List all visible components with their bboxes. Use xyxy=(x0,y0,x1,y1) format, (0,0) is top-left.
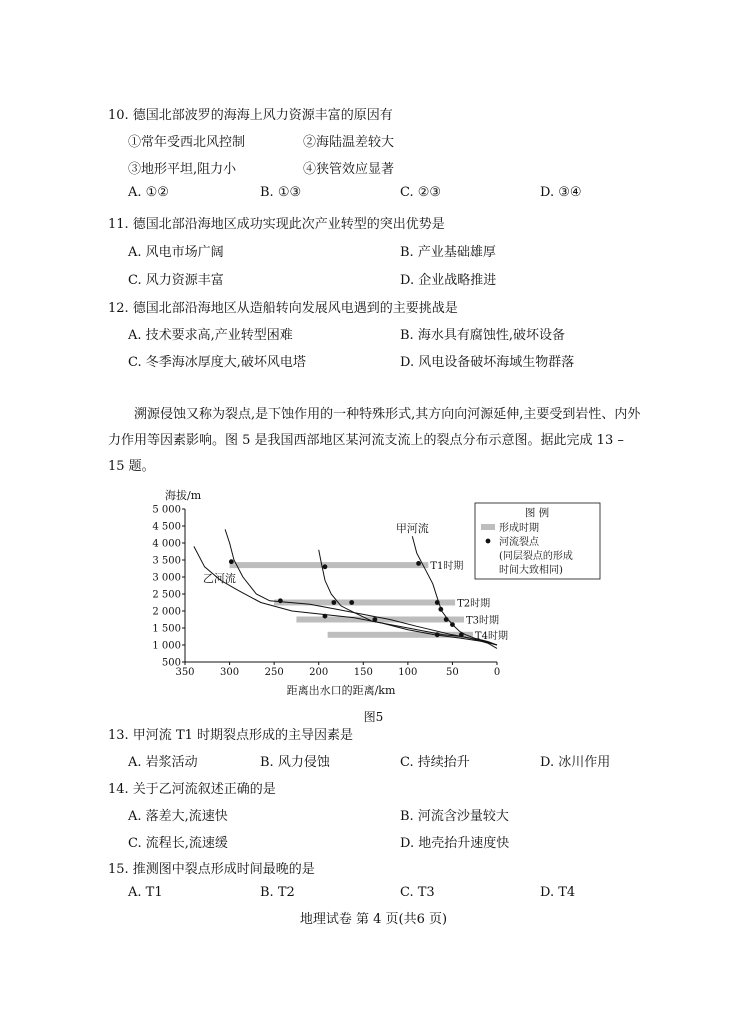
q11-option-c[interactable]: C. 风力资源丰富 xyxy=(128,273,224,288)
x-tick-label: 100 xyxy=(398,667,418,678)
y-tick-label: 1 500 xyxy=(152,623,181,635)
y-tick-label: 4 500 xyxy=(152,521,181,533)
q15-option-d[interactable]: D. T4 xyxy=(540,885,576,900)
knickpoint-marker xyxy=(435,632,440,637)
q13-option-c[interactable]: C. 持续抬升 xyxy=(400,755,470,770)
x-tick-label: 50 xyxy=(446,667,459,678)
q10-item-3: ③地形平坦,阻力小 xyxy=(128,162,237,177)
q14-option-b[interactable]: B. 河流含沙量较大 xyxy=(400,809,509,824)
x-tick-label: 0 xyxy=(493,667,501,678)
knickpoint-marker xyxy=(438,607,443,612)
knickpoint-marker xyxy=(349,600,354,605)
knickpoint-marker xyxy=(459,632,464,637)
q14-option-a[interactable]: A. 落差大,流速快 xyxy=(128,809,228,824)
y-tick-label: 500 xyxy=(161,657,181,669)
q11-stem: 11. 德国北部沿海地区成功实现此次产业转型的突出优势是 xyxy=(108,217,445,232)
river-label-jia: 甲河流 xyxy=(395,522,429,536)
q11-option-b[interactable]: B. 产业基础雄厚 xyxy=(400,245,496,260)
reading-passage: 溯源侵蚀又称为裂点,是下蚀作用的一种特殊形式,其方向向河源延伸,主要受到岩性、内外力作用等因素影响。图 5 是我国西部地区某河流支流上的裂点分布示意图。据此完成 13 – 15 题。 xyxy=(108,407,641,474)
river-label-yi: 乙河流 xyxy=(202,572,236,586)
x-tick-label: 250 xyxy=(264,667,284,678)
y-tick-label: 3 000 xyxy=(152,572,181,584)
q12-option-d[interactable]: D. 风电设备破坏海域生物群落 xyxy=(400,355,575,370)
knickpoint-marker xyxy=(416,561,421,566)
q13-option-b[interactable]: B. 风力侵蚀 xyxy=(260,755,330,770)
period-label-t2: T2时期 xyxy=(457,598,491,610)
legend-title: 图 例 xyxy=(524,507,550,519)
legend-note-2: 时间大致相同) xyxy=(499,565,563,576)
y-tick-label: 4 000 xyxy=(152,538,181,550)
y-tick-label: 5 000 xyxy=(152,504,181,516)
period-bar-t1 xyxy=(230,562,429,568)
q13-stem: 13. 甲河流 T1 时期裂点形成的主导因素是 xyxy=(108,728,354,743)
knickpoint-marker xyxy=(372,617,377,622)
knickpoint-marker xyxy=(323,564,328,569)
q12-option-c[interactable]: C. 冬季海冰厚度大,破坏风电塔 xyxy=(128,355,306,370)
page-footer: 地理试卷 第 4 页(共6 页) xyxy=(299,912,448,927)
x-tick-label: 300 xyxy=(220,667,240,678)
q11-option-d[interactable]: D. 企业战略推进 xyxy=(400,273,497,288)
legend-swatch-period xyxy=(481,524,495,530)
x-axis-label: 距离出水口的距离/km xyxy=(286,684,396,697)
q10-option-c[interactable]: C. ②③ xyxy=(400,185,442,200)
period-label-t4: T4时期 xyxy=(474,630,508,642)
x-tick-label: 200 xyxy=(309,667,329,678)
q12-stem: 12. 德国北部沿海地区从造船转向发展风电遇到的主要挑战是 xyxy=(108,301,458,316)
y-tick-label: 3 500 xyxy=(152,555,181,567)
legend-item-period: 形成时期 xyxy=(499,523,539,534)
q12-option-b[interactable]: B. 海水具有腐蚀性,破坏设备 xyxy=(400,328,565,343)
y-tick-label: 2 000 xyxy=(152,606,181,618)
q10-option-d[interactable]: D. ③④ xyxy=(540,185,582,200)
x-tick-label: 150 xyxy=(353,667,373,678)
river-line-1 xyxy=(225,529,500,648)
y-tick-label: 1 000 xyxy=(152,640,181,652)
q13-option-a[interactable]: A. 岩浆活动 xyxy=(128,755,198,770)
q12-option-a[interactable]: A. 技术要求高,产业转型困难 xyxy=(128,328,293,343)
period-bar-t2 xyxy=(274,600,455,606)
period-label-t1: T1时期 xyxy=(430,561,464,573)
period-label-t3: T3时期 xyxy=(466,615,500,627)
q14-option-d[interactable]: D. 地壳抬升速度快 xyxy=(400,836,510,851)
q15-option-b[interactable]: B. T2 xyxy=(260,885,295,900)
y-tick-label: 2 500 xyxy=(152,589,181,601)
x-tick-label: 350 xyxy=(175,667,195,678)
knickpoint-marker xyxy=(229,559,234,564)
q15-stem: 15. 推测图中裂点形成时间最晚的是 xyxy=(108,862,315,877)
q11-option-a[interactable]: A. 风电市场广阔 xyxy=(128,245,224,260)
legend-swatch-knickpoint xyxy=(486,539,491,544)
q10-item-4: ④狭管效应显著 xyxy=(303,162,395,177)
q10-option-a[interactable]: A. ①② xyxy=(128,185,169,200)
knickpoint-marker xyxy=(331,600,336,605)
knickpoint-marker xyxy=(450,622,455,627)
knickpoint-chart xyxy=(150,485,610,705)
q10-item-2: ②海陆温差较大 xyxy=(303,135,395,150)
figure-caption: 图5 xyxy=(363,710,384,724)
q14-option-c[interactable]: C. 流程长,流速缓 xyxy=(128,836,228,851)
q15-option-c[interactable]: C. T3 xyxy=(400,885,435,900)
legend-note-1: (同层裂点的形成 xyxy=(499,551,573,562)
knickpoint-marker xyxy=(278,598,283,603)
knickpoint-marker xyxy=(323,614,328,619)
q14-stem: 14. 关于乙河流叙述正确的是 xyxy=(108,782,276,797)
y-axis-label: 海拔/m xyxy=(165,489,202,502)
q10-stem: 10. 德国北部波罗的海海上风力资源丰富的原因有 xyxy=(108,108,393,123)
q15-option-a[interactable]: A. T1 xyxy=(128,885,163,900)
q10-item-1: ①常年受西北风控制 xyxy=(128,135,246,150)
legend-item-knickpoint: 河流裂点 xyxy=(499,537,539,548)
q10-option-b[interactable]: B. ①③ xyxy=(260,185,302,200)
q13-option-d[interactable]: D. 冰川作用 xyxy=(540,755,611,770)
knickpoint-marker xyxy=(435,600,440,605)
knickpoint-marker xyxy=(444,617,449,622)
